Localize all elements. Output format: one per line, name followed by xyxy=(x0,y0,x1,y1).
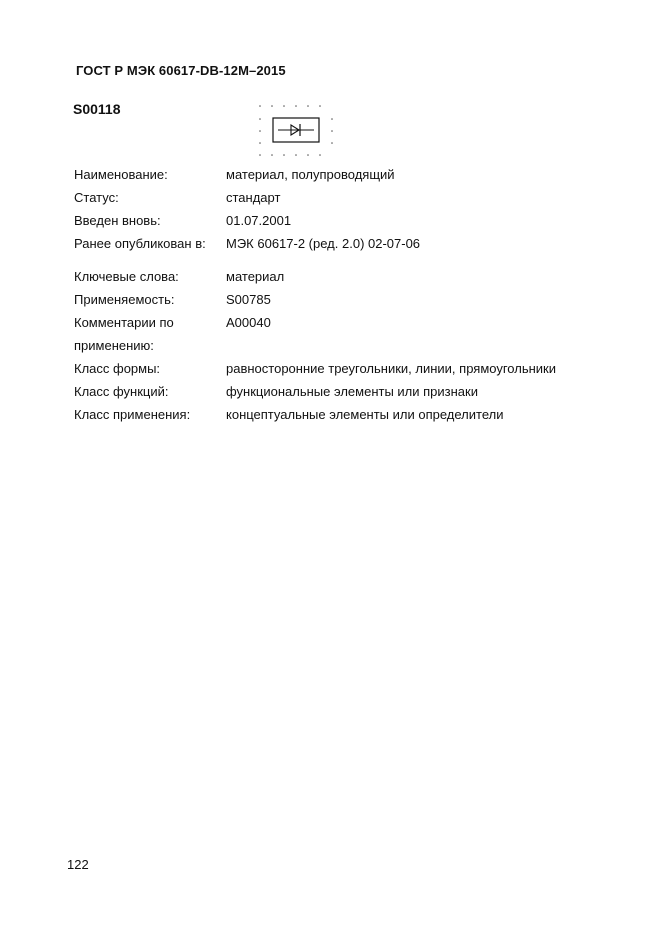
field-value-function-class: функциональные элементы или признаки xyxy=(226,384,478,399)
field-label-status: Статус: xyxy=(74,190,119,205)
field-label-application-notes: Комментарии по xyxy=(74,315,174,330)
field-value-application-notes: A00040 xyxy=(226,315,271,330)
standard-header: ГОСТ Р МЭК 60617-DB-12M–2015 xyxy=(76,63,286,78)
semiconductor-diode-icon xyxy=(254,103,338,159)
symbol-code: S00118 xyxy=(73,101,121,117)
field-value-application-class: концептуальные элементы или определители xyxy=(226,407,504,422)
field-label-application-class: Класс применения: xyxy=(74,407,191,422)
field-value-name: материал, полупроводящий xyxy=(226,167,395,182)
field-label-name: Наименование: xyxy=(74,167,168,182)
field-label-applicability: Применяемость: xyxy=(74,292,175,307)
field-label-shape-class: Класс формы: xyxy=(74,361,161,376)
field-value-shape-class: равносторонние треугольники, линии, прямоугольники xyxy=(226,361,556,376)
field-value-keywords: материал xyxy=(226,269,285,284)
page-number: 122 xyxy=(67,857,89,872)
field-label-keywords: Ключевые слова: xyxy=(74,269,179,284)
field-label-previously-published: Ранее опубликован в: xyxy=(74,236,206,251)
field-label-introduced: Введен вновь: xyxy=(74,213,161,228)
field-value-introduced: 01.07.2001 xyxy=(226,213,292,228)
field-value-applicability: S00785 xyxy=(226,292,271,307)
field-label-application-notes-cont: применению: xyxy=(74,338,154,353)
field-value-previously-published: МЭК 60617-2 (ред. 2.0) 02-07-06 xyxy=(226,236,421,251)
field-value-status: стандарт xyxy=(226,190,281,205)
field-label-function-class: Класс функций: xyxy=(74,384,169,399)
